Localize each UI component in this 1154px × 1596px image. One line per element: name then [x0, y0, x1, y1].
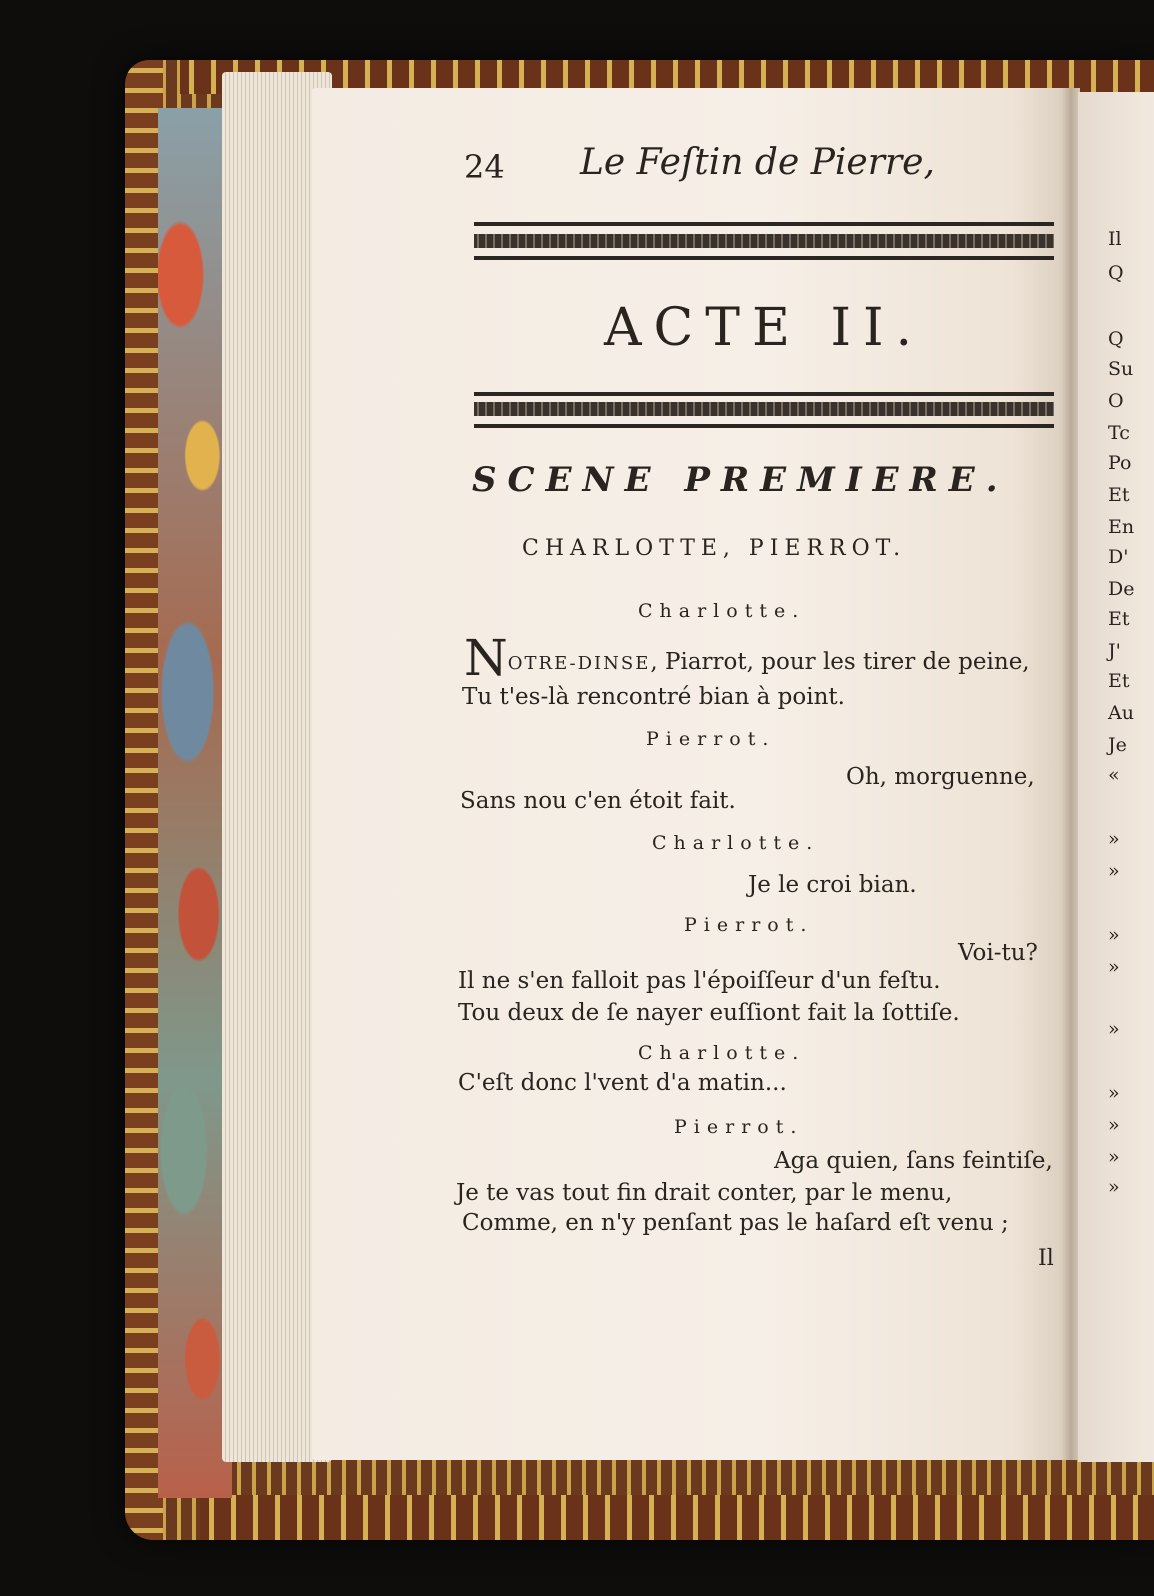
facing-line: De [1108, 578, 1135, 600]
facing-line: Il [1108, 228, 1122, 250]
facing-line: Au [1108, 702, 1134, 724]
facing-line: « [1108, 764, 1120, 786]
page-number: 24 [464, 148, 505, 186]
facing-line: En [1108, 516, 1135, 538]
facing-line: Q [1108, 328, 1124, 350]
marbled-endpaper [158, 108, 232, 1498]
speaker-charlotte: Charlotte. [652, 832, 820, 854]
scene-title: SCENE PREMIERE. [472, 460, 1009, 500]
verse-line: Comme, en n'y penſant pas le haſard eſt venu ; [462, 1210, 1009, 1236]
facing-line: Et [1108, 608, 1130, 630]
drop-cap: N [464, 629, 508, 687]
facing-line: » [1108, 860, 1120, 882]
facing-line: » [1108, 828, 1120, 850]
speaker-pierrot: Pierrot. [646, 728, 776, 750]
verse-line: Voi-tu? [958, 940, 1038, 966]
verse-line: Je te vas tout fin drait conter, par le menu, [456, 1180, 953, 1206]
facing-line: Je [1108, 734, 1127, 756]
facing-line: » [1108, 1082, 1120, 1104]
facing-line: » [1108, 956, 1120, 978]
verse-line: Tou deux de ſe nayer euſſiont fait la ſottiſe. [458, 1000, 960, 1026]
facing-line: » [1108, 1176, 1120, 1198]
act-rule-lower [474, 424, 1054, 428]
facing-line: » [1108, 1146, 1120, 1168]
verse-line [464, 629, 1030, 687]
speaker-pierrot: Pierrot. [684, 914, 814, 936]
catchword: Il [1038, 1246, 1054, 1271]
top-rule [474, 222, 1054, 226]
left-page [312, 88, 1074, 1460]
top-rule-lower [474, 256, 1054, 260]
facing-line: Tc [1108, 422, 1130, 444]
verse-text: , Piarrot, pour les tirer de peine, [650, 649, 1030, 675]
verse-smallcaps: OTRE-DINSE [507, 653, 651, 674]
facing-line: Po [1108, 452, 1132, 474]
facing-line: D' [1108, 546, 1129, 568]
cast-list: CHARLOTTE, PIERROT. [522, 536, 907, 561]
verse-line: C'eſt donc l'vent d'a matin... [458, 1070, 787, 1096]
facing-line: » [1108, 924, 1120, 946]
facing-line: Su [1108, 358, 1134, 380]
verse-line: Je le croi bian. [748, 872, 917, 898]
facing-page [1078, 92, 1154, 1462]
act-rule [474, 392, 1054, 396]
facing-line: Et [1108, 484, 1130, 506]
cover-bottom-edge [200, 1495, 1154, 1540]
facing-line: O [1108, 390, 1124, 412]
speaker-charlotte: Charlotte. [638, 600, 806, 622]
facing-line: Q [1108, 262, 1124, 284]
speaker-charlotte: Charlotte. [638, 1042, 806, 1064]
verse-line: Aga quien, ſans feintiſe, [774, 1148, 1053, 1174]
facing-line: » [1108, 1018, 1120, 1040]
verse-line: Oh, morguenne, [846, 764, 1035, 790]
ornament-rule [474, 234, 1054, 248]
facing-line: » [1108, 1114, 1120, 1136]
speaker-pierrot: Pierrot. [674, 1116, 804, 1138]
verse-line: Il ne s'en falloit pas l'époiſſeur d'un feſtu. [458, 968, 941, 994]
act-title: ACTE II. [603, 298, 925, 358]
verse-line: Tu t'es-là rencontré bian à point. [462, 684, 845, 710]
facing-line: J' [1108, 640, 1121, 662]
facing-line: Et [1108, 670, 1130, 692]
verse-line: Sans nou c'en étoit fait. [460, 788, 736, 814]
running-title: Le Feſtin de Pierre, [580, 142, 935, 183]
act-ornament-rule [474, 402, 1054, 416]
